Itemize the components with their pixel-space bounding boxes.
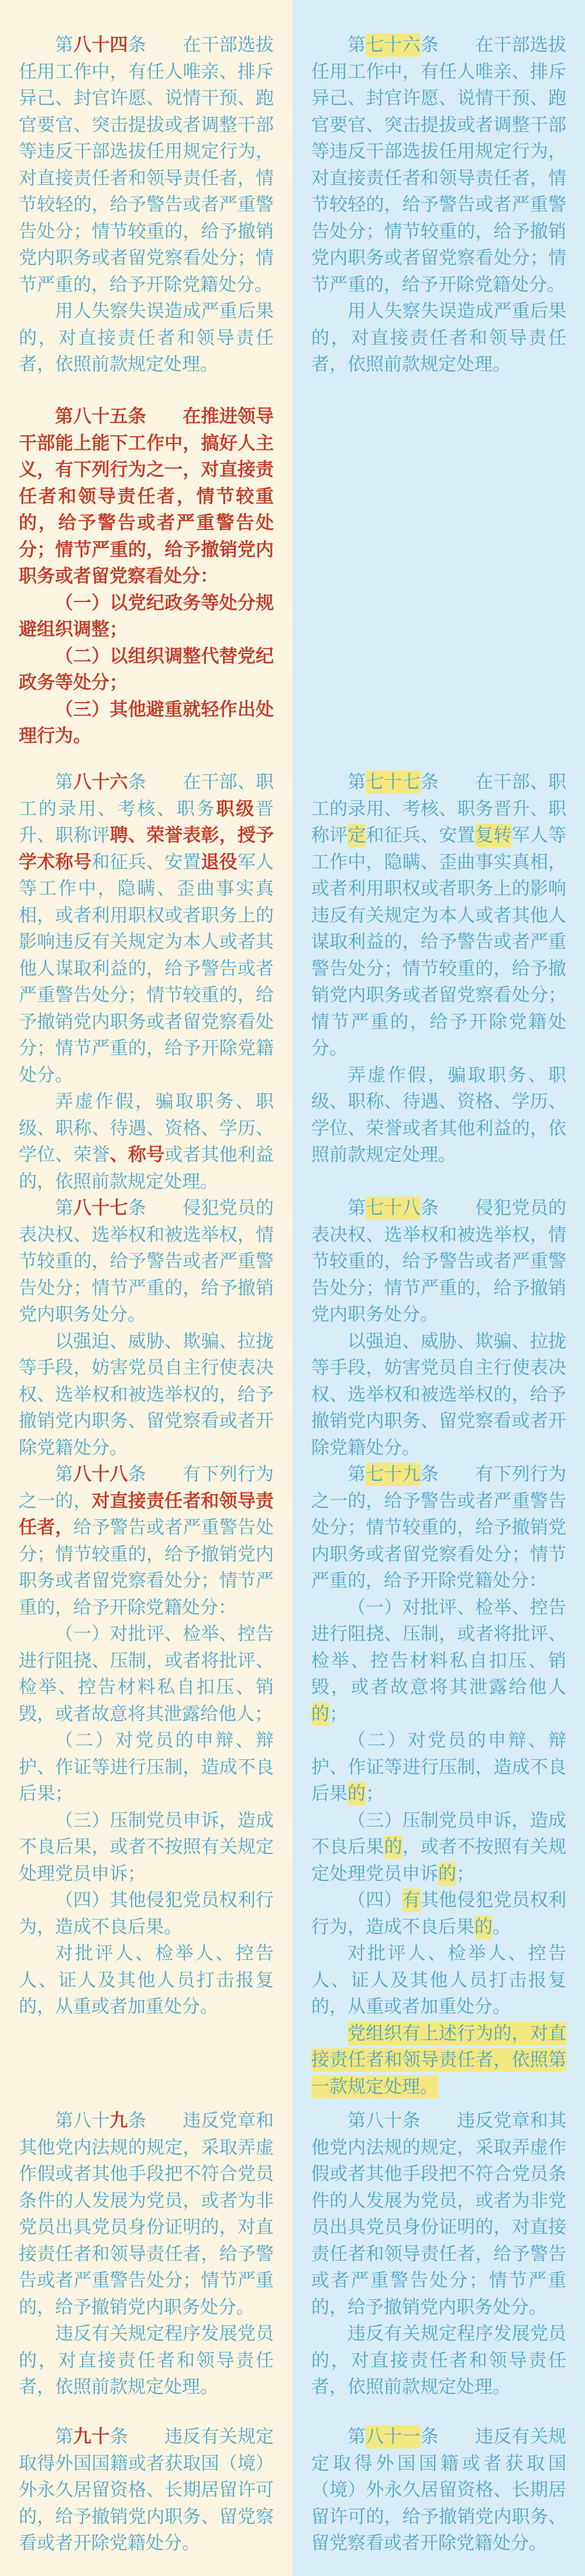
article-77-old — [311, 769, 566, 1169]
paragraph — [19, 769, 274, 1089]
highlighted-text-segment: 的 — [347, 1783, 366, 1804]
paragraph — [311, 2424, 566, 2557]
added-text-segment: 对直接责任者和领导责任者， — [19, 1490, 274, 1538]
article-80-old — [311, 2108, 566, 2401]
paragraph — [311, 1195, 566, 1329]
text-segment: 条 有下列行为之一的，给予警告或者严重警告处分；情节较重的，给予撤销党内职务或者留党察看处分；情节严重的，给予开除党籍处分： — [311, 1464, 567, 1591]
text-segment: 第 — [55, 35, 74, 56]
paragraph — [19, 1887, 274, 1941]
highlighted-text-segment: 的 — [438, 1863, 456, 1884]
article-79-old — [311, 1461, 566, 2100]
article-76-old — [311, 32, 566, 379]
text-segment: 条 在干部、职工的录用、考核、职务 — [19, 772, 274, 820]
article-row — [0, 1195, 585, 1461]
highlighted-text-segment: 的 — [474, 1916, 493, 1938]
paragraph — [311, 1062, 566, 1169]
paragraph — [19, 590, 274, 644]
article-row — [0, 2108, 585, 2424]
text-segment: 条 在干部选拔任用工作中，有任人唯亲、排斥异己、封官许愿、说情干预、跑官要官、突击提拔或者调整干部等违反干部选拔任用规定行为，对直接责任者和领导责任者，情节较轻的，给予警告或者严重警告处分；情节较重的，给予撤销党内职务或者留党察看处分；情节严重的，给予开除党籍处分。 — [311, 35, 567, 295]
article-81-old — [311, 2424, 566, 2557]
right-column-cell — [292, 2108, 585, 2401]
paragraph — [311, 2108, 566, 2321]
text-segment: ； — [366, 1783, 384, 1804]
text-segment: 以强迫、威胁、欺骗、拉拢等手段，妨害党员自主行使表决权、选举权和被选举权的，给予撤销党内职务、留党察看或者开除党籍处分。 — [311, 1330, 566, 1459]
text-segment: 第八十条 违反党章和其他党内法规的规定，采取弄虚作假或者其他手段把不符合党员条件的人发展为党员，或者为非党员出具党员身份证明的，对直接责任者和领导责任者，给予警告或者严重警告处分；情节严重的，给予撤销党内职务处分。 — [311, 2110, 566, 2318]
paragraph — [311, 1329, 566, 1462]
paragraph — [19, 32, 274, 298]
paragraph — [311, 1461, 566, 1595]
text-segment: 第 — [347, 1464, 366, 1485]
left-column-cell — [0, 1195, 292, 1461]
paragraph — [19, 1621, 274, 1728]
text-segment: 第 — [55, 2426, 74, 2447]
paragraph — [311, 2021, 566, 2101]
left-column-cell — [0, 1461, 292, 2021]
text-segment: 军人等工作中，隐瞒、歪曲事实真相，或者利用职权或者职务上的影响违反有关规定为本人或者其他人谋取利益的，给予警告或者严重警告处分；情节较重的，给予撤销党内职务或者留党察看处分；情节严重的，给予开除党籍处分。 — [311, 825, 567, 1059]
added-text-segment: 、称号 — [109, 1144, 165, 1165]
text-segment: 第 — [347, 2426, 366, 2447]
paragraph — [311, 1728, 566, 1808]
added-text-segment: 九 — [109, 2110, 128, 2131]
text-segment: （四）其他侵犯党员权利行为，造成不良后果。 — [19, 1890, 274, 1938]
text-segment: （三）压制党员申诉，造成不良后果，或者不按照有关规定处理党员申诉； — [19, 1810, 274, 1884]
text-segment: （一）对批评、检举、控告进行阻挠、压制，或者将批评、检举、控告材料私自扣压、销毁，或者故意将其泄露给他人 — [311, 1597, 566, 1698]
article-87-new — [19, 1195, 274, 1461]
text-segment: 违反有关规定程序发展党员的，对直接责任者和领导责任者，依照前款规定处理。 — [311, 2323, 566, 2398]
article-86-new — [19, 769, 274, 1195]
text-segment: 对批评人、检举人、控告人、证人及其他人员打击报复的，从重或者加重处分。 — [19, 1943, 274, 2017]
article-78-old — [311, 1195, 566, 1461]
added-text-segment: 八十八 — [73, 1464, 128, 1485]
paragraph — [311, 769, 566, 1062]
paragraph — [19, 2321, 274, 2401]
text-segment: 第 — [347, 772, 366, 793]
left-column-cell — [0, 404, 292, 750]
right-column-cell — [292, 769, 585, 1169]
text-segment: 和征兵、安置 — [366, 825, 476, 846]
highlighted-text-segment: 复转 — [475, 825, 512, 846]
text-segment: 其他侵犯党员权利行为，造成不良后果 — [311, 1890, 567, 1938]
added-text-segment: 退役 — [201, 851, 238, 873]
left-column-cell — [0, 769, 292, 1195]
paragraph — [19, 697, 274, 750]
text-segment: 第八十 — [55, 2110, 110, 2131]
added-text-segment: （三）其他避重就轻作出处理行为。 — [19, 699, 274, 747]
text-segment: （二）对党员的申辩、辩护、作证等进行压制，造成不良后果； — [19, 1730, 274, 1804]
highlighted-text-segment: 七十七 — [366, 772, 421, 793]
text-segment: 条 有下列行为之一的， — [19, 1464, 274, 1512]
paragraph — [311, 1595, 566, 1728]
text-segment: 条 侵犯党员的表决权、选举权和被选举权，情节较重的，给予警告或者严重警告处分；情节严重的，给予撤销党内职务处分。 — [19, 1198, 274, 1325]
article-84-new — [19, 32, 274, 379]
highlighted-text-segment: 七十九 — [366, 1464, 421, 1485]
highlighted-text-segment: 七十六 — [366, 35, 421, 56]
text-segment: 第 — [347, 1198, 366, 1219]
article-row — [0, 32, 585, 404]
text-segment: 晋升、职称评 — [19, 798, 274, 846]
text-segment: 以强迫、威胁、欺骗、拉拢等手段，妨害党员自主行使表决权、选举权和被选举权的，给予撤销党内职务、留党察看或者开除党籍处分。 — [19, 1330, 274, 1459]
added-text-segment: （一）以党纪政务等处分规避组织调整； — [19, 592, 274, 640]
text-segment: 弄虚作假，骗取职务、职级、职称、待遇、资格、学历、学位、荣誉 — [19, 1091, 274, 1165]
text-segment: 军人等工作中，隐瞒、歪曲事实真相，或者利用职权或者职务上的影响违反有关规定为本人或者其他人谋取利益的，给予警告或者严重警告处分；情节较重的，给予撤销党内职务或者留党察看处分；情节严重的，给予开除党籍处分。 — [19, 851, 274, 1086]
text-segment: 条 违反有关规定取得外国国籍或者获取国（境）外永久居留资格、长期居留许可的，给予撤销党内职务、留党察看或者开除党籍处分。 — [19, 2426, 274, 2554]
paragraph — [311, 1941, 566, 2021]
text-segment: ，或者不按照有关规定处理党员申诉 — [311, 1836, 567, 1884]
article-row — [0, 2424, 585, 2576]
paragraph — [19, 1808, 274, 1888]
text-segment: 用人失察失误造成严重后果的，对直接责任者和领导责任者，依照前款规定处理。 — [311, 301, 566, 375]
paragraph — [311, 298, 566, 379]
paragraph — [19, 1329, 274, 1462]
text-segment: 条 违反党章和其他党内法规的规定，采取弄虚作假或者其他手段把不符合党员条件的人发展为党员，或者为非党员出具党员身份证明的，对直接责任者和领导责任者，给予警告或者严重警告处分；情节严重的，给予撤销党内职务处分。 — [19, 2110, 274, 2318]
added-text-segment: 九十 — [73, 2426, 110, 2447]
paragraph — [311, 1887, 566, 1941]
highlighted-text-segment: 八十一 — [366, 2426, 421, 2447]
article-85-new — [19, 404, 274, 750]
right-column-cell — [292, 1195, 585, 1461]
text-segment: ； — [329, 1703, 347, 1725]
paragraph — [19, 2108, 274, 2321]
text-segment: 条 在干部选拔任用工作中，有任人唯亲、排斥异己、封官许愿、说情干预、跑官要官、突击提拔或者调整干部等违反干部选拔任用规定行为，对直接责任者和领导责任者，情节较轻的，给予警告或者严重警告处分；情节较重的，给予撤销党内职务或者留党察看处分；情节严重的，给予开除党籍处分。 — [19, 35, 274, 295]
right-column-cell — [292, 2424, 585, 2557]
paragraph — [19, 298, 274, 379]
article-89-new — [19, 2108, 274, 2401]
added-text-segment: 八十六 — [73, 772, 128, 793]
text-segment: 违反有关规定程序发展党员的，对直接责任者和领导责任者，依照前款规定处理。 — [19, 2323, 274, 2398]
added-text-segment: 聘、荣誉表彰，授予学术称号 — [19, 825, 274, 873]
text-segment: 第 — [55, 772, 74, 793]
text-segment: 条 违反有关规定取得外国国籍或者获取国（境）外永久居留资格、长期居留许可的，给予撤销党内职务、留党察看或者开除党籍处分。 — [311, 2426, 567, 2554]
article-row — [0, 404, 585, 769]
text-segment: 。 — [493, 1916, 511, 1938]
paragraph — [311, 2321, 566, 2401]
text-segment: ； — [456, 1863, 474, 1884]
text-segment: （三）压制党员申诉，造成不良后果 — [311, 1810, 566, 1858]
text-segment: 或者其他利益的，依照前款规定处理。 — [19, 1144, 274, 1192]
text-segment: 用人失察失误造成严重后果的，对直接责任者和领导责任者，依照前款规定处理。 — [19, 301, 274, 375]
text-segment: （一）对批评、检举、控告进行阻挠、压制，或者将批评、检举、控告材料私自扣压、销毁，或者故意将其泄露给他人； — [19, 1624, 274, 1725]
text-segment: 弄虚作假，骗取职务、职级、职称、待遇、资格、学历、学位、荣誉或者其他利益的，依照前款规定处理。 — [311, 1064, 566, 1165]
text-segment: 第 — [55, 1198, 74, 1219]
added-text-segment: 第八十五条 在推进领导干部能上能下工作中，搞好人主义，有下列行为之一，对直接责任者和领导责任者，情节较重的，给予警告或者严重警告处分；情节严重的，给予撤销党内职务或者留党察看处分： — [19, 406, 274, 587]
text-segment: 第 — [55, 1464, 74, 1485]
text-segment: 条 在干部、职工的录用、考核、职务晋升、职称评 — [311, 772, 567, 846]
left-column-cell — [0, 2424, 292, 2557]
paragraph — [311, 32, 566, 298]
paragraph — [19, 1461, 274, 1621]
article-row — [0, 1461, 585, 2108]
highlighted-text-segment: 的 — [384, 1836, 402, 1858]
highlighted-text-segment: 的 — [311, 1703, 329, 1725]
paragraph — [19, 1941, 274, 2021]
article-88-new — [19, 1461, 274, 2021]
added-text-segment: （二）以组织调整代替党纪政务等处分； — [19, 645, 274, 693]
text-segment: 条 侵犯党员的表决权、选举权和被选举权，情节较重的，给予警告或者严重警告处分；情节严重的，给予撤销党内职务处分。 — [311, 1198, 567, 1325]
left-column-cell — [0, 2108, 292, 2401]
paragraph — [311, 1808, 566, 1888]
added-text-segment: 八十四 — [73, 35, 128, 56]
text-segment: （四） — [347, 1890, 402, 1911]
text-segment: （二）对党员的申辩、辩护、作证等进行压制，造成不良后果 — [311, 1730, 566, 1804]
highlighted-text-segment: 党组织有上述行为的，对直接责任者和领导责任者，依照第一款规定处理。 — [311, 2023, 566, 2097]
paragraph — [19, 1195, 274, 1329]
added-text-segment: 八十七 — [73, 1198, 128, 1219]
highlighted-text-segment: 七十八 — [366, 1198, 421, 1219]
paragraph — [19, 2424, 274, 2557]
highlighted-text-segment: 有 — [402, 1890, 421, 1911]
paragraph — [19, 404, 274, 590]
text-segment: 对批评人、检举人、控告人、证人及其他人员打击报复的，从重或者加重处分。 — [311, 1943, 566, 2017]
article-90-new — [19, 2424, 274, 2557]
right-column-cell — [292, 1461, 585, 2100]
paragraph — [19, 1089, 274, 1195]
text-segment: 给予警告或者严重警告处分；情节较重的，给予撤销党内职务或者留党察看处分；情节严重的，给予开除党籍处分： — [19, 1517, 274, 1618]
highlighted-text-segment: 定 — [347, 825, 366, 846]
left-column-cell — [0, 32, 292, 379]
paragraph — [19, 1728, 274, 1808]
text-segment: 和征兵、安置 — [91, 851, 201, 873]
article-row — [0, 769, 585, 1195]
added-text-segment: 职级 — [216, 798, 256, 820]
text-segment: 第 — [347, 35, 366, 56]
paragraph — [19, 644, 274, 697]
right-column-cell — [292, 32, 585, 379]
